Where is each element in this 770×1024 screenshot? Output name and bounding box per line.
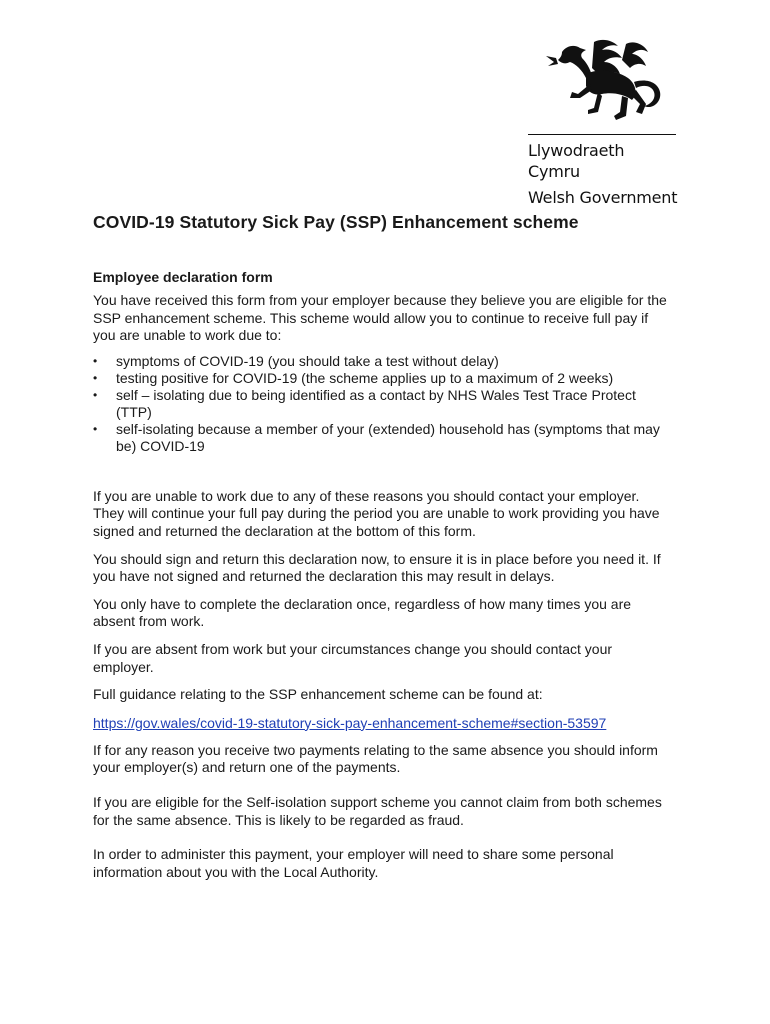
guidance-link[interactable]: https://gov.wales/covid-19-statutory-sick-pay-enhancement-scheme#section-53597 [93, 714, 607, 731]
bullet-icon: • [93, 370, 98, 385]
intro-paragraph: You have received this form from your employer because they believe you are eligible for the SSP enhancement scheme. This scheme would allow you to continue to receive full pay if you are unable to work due to: [93, 292, 667, 344]
list-item [93, 387, 673, 421]
welsh-government-logo [528, 38, 678, 208]
data-sharing-paragraph: In order to administer this payment, your employer will need to share some personal information about you with the Local Authority. [93, 846, 614, 880]
document-title: COVID-19 Statutory Sick Pay (SSP) Enhancement scheme [93, 212, 579, 232]
form-subtitle: Employee declaration form [93, 269, 273, 285]
welsh-dragon-icon [542, 38, 668, 126]
list-item-text: symptoms of COVID-19 (you should take a test without delay) [116, 352, 499, 369]
bullet-icon: • [93, 421, 98, 436]
duplicate-payment-paragraph: If for any reason you receive two payments relating to the same absence you should inform your employer(s) and return one of the payments. [93, 741, 658, 776]
org-name-welsh: Llywodraeth Cymru [528, 141, 625, 181]
list-item [93, 353, 673, 370]
list-item-text: self – isolating due to being identified as a contact by NHS Wales Test Trace Protect (TTP) [116, 386, 636, 420]
list-item [93, 421, 673, 455]
complete-once-paragraph: You only have to complete the declaration once, regardless of how many times you are absent from work. [93, 595, 632, 630]
document-body [93, 210, 673, 881]
list-item-text: self-isolating because a member of your (extended) household has (symptoms that may be) COVID-19 [116, 420, 660, 454]
circumstances-paragraph: If you are absent from work but your circumstances change you should contact your employer. [93, 640, 613, 675]
bullet-icon: • [93, 353, 98, 368]
guidance-paragraph: Full guidance relating to the SSP enhancement scheme can be found at: [93, 686, 543, 703]
contact-employer-paragraph: If you are unable to work due to any of these reasons you should contact your employer. They will continue your full pay during the period you are unable to work providing you have signed and returned the declaration at the bottom of this form. [93, 487, 660, 539]
bullet-icon: • [93, 387, 98, 402]
list-item [93, 370, 673, 387]
list-item-text: testing positive for COVID-19 (the scheme applies up to a maximum of 2 weeks) [116, 369, 614, 386]
reasons-list [93, 353, 673, 455]
logo-divider [528, 134, 676, 135]
org-name-english: Welsh Government [528, 188, 678, 207]
fraud-warning-paragraph: If you are eligible for the Self-isolation support scheme you cannot claim from both schemes for the same absence. This is likely to be regarded as fraud. [93, 793, 662, 828]
sign-return-paragraph: You should sign and return this declaration now, to ensure it is in place before you need it. If you have not signed and returned the declaration this may result in delays. [93, 550, 661, 585]
